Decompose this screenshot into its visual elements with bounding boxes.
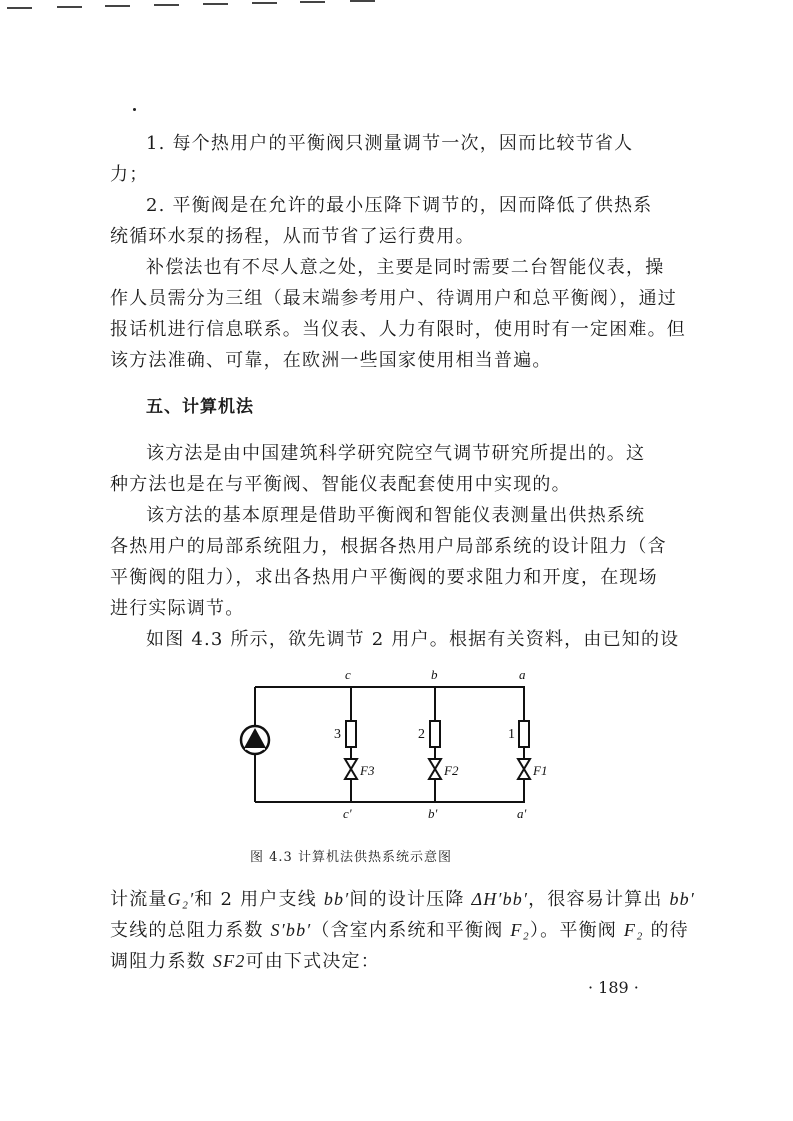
- header-dash: [203, 3, 228, 5]
- supply-pipe: [255, 687, 524, 765]
- page-number: · 189 ·: [588, 978, 639, 997]
- text-run: 间的设计压降: [349, 889, 472, 910]
- paragraph-after-figure: [110, 884, 696, 977]
- text-line: [110, 946, 692, 977]
- node-c-prime: c': [343, 806, 352, 821]
- header-dash: [7, 7, 32, 9]
- text-run: （含室内系统和平衡阀: [311, 920, 511, 941]
- text-run: 支线的总阻力系数: [110, 920, 271, 941]
- text-line: [110, 915, 692, 946]
- user-label-2: 2: [418, 727, 425, 742]
- paragraph-intro: [110, 438, 692, 500]
- valve-label-f3: F3: [360, 763, 375, 778]
- text-run: 调阻力系数: [110, 951, 213, 972]
- text-line: [110, 884, 696, 915]
- header-dash: [300, 1, 325, 3]
- text-line: 进行实际调节。: [110, 598, 245, 619]
- node-a-prime: a': [517, 806, 527, 821]
- text-run: ）。平衡阀: [529, 920, 624, 941]
- math-g2: G₂′: [167, 889, 195, 909]
- text-line: 平衡阀的阻力），求出各热用户平衡阀的要求阻力和开度，在现场: [110, 567, 658, 588]
- node-b: b: [431, 667, 438, 682]
- header-dash: [252, 2, 277, 4]
- text-run: 可由下式决定：: [245, 951, 380, 972]
- text-line: 如图 4.3 所示，欲先调节 2 用户。根据有关资料，由已知的设: [146, 629, 680, 650]
- text-line: 统循环水泵的扬程，从而节省了运行费用。: [110, 226, 475, 247]
- scan-speck: [133, 108, 136, 111]
- node-a: a: [519, 667, 526, 682]
- valve-f1-icon: [518, 759, 530, 779]
- math-bb: bb′: [669, 889, 696, 909]
- paragraph-principle: [110, 500, 692, 624]
- header-dash: [57, 6, 82, 8]
- text-line: 该方法的基本原理是借助平衡阀和智能仪表测量出供热系统: [146, 505, 646, 526]
- user-label-3: 3: [334, 727, 341, 742]
- header-dash: [105, 5, 130, 7]
- text-line: 各热用户的局部系统阻力，根据各热用户局部系统的设计阻力（含: [110, 536, 667, 557]
- node-b-prime: b': [428, 806, 438, 821]
- text-line: 报话机进行信息联系。当仪表、人力有限时，使用时有一定困难。但: [110, 319, 686, 340]
- valve-f2-icon: [429, 759, 441, 779]
- text-line: 该方法是由中国建筑科学研究院空气调节研究所提出的。这: [146, 443, 646, 464]
- text-line: 作人员需分为三组（最末端参考用户、待调用户和总平衡阀），通过: [110, 288, 677, 309]
- heating-system-diagram: [225, 665, 565, 830]
- node-c: c: [345, 667, 351, 682]
- math-f2: F₂: [510, 920, 530, 940]
- text-run: 和 2 用户支线: [194, 889, 324, 910]
- math-f2: F₂: [623, 920, 644, 940]
- paragraph-compensation: [110, 252, 692, 376]
- valve-label-f1: F1: [533, 763, 548, 778]
- paragraph-item-2: [110, 190, 692, 252]
- text-line: 种方法也是在与平衡阀、智能仪表配套使用中实现的。: [110, 474, 571, 495]
- text-run: ，很容易计算出: [528, 889, 670, 910]
- math-bb: bb′: [323, 889, 350, 909]
- text-run: 计流量: [110, 889, 168, 910]
- valve-label-f2: F2: [444, 763, 459, 778]
- header-dash: [350, 0, 375, 2]
- math-s-bb: S′bb′: [270, 920, 312, 940]
- text-run: 的待: [643, 920, 689, 941]
- valve-f3-icon: [345, 759, 357, 779]
- return-pipe: [255, 780, 524, 802]
- text-line: 该方法准确、可靠，在欧洲一些国家使用相当普遍。: [110, 350, 552, 371]
- heat-user-3: [346, 721, 356, 747]
- paragraph-item-1: [110, 128, 692, 190]
- paragraph-figure-ref: [110, 624, 692, 655]
- user-label-1: 1: [508, 727, 515, 742]
- figure-caption: 图 4.3 计算机法供热系统示意图: [250, 850, 452, 865]
- section-heading: 五、计算机法: [146, 397, 254, 417]
- header-dash: [154, 4, 179, 6]
- text-line: 力；: [110, 164, 149, 185]
- heat-user-2: [430, 721, 440, 747]
- text-line: 2. 平衡阀是在允许的最小压降下调节的，因而降低了供热系: [146, 195, 653, 216]
- text-line: 1. 每个热用户的平衡阀只测量调节一次，因而比较节省人: [146, 133, 634, 154]
- heat-user-1: [519, 721, 529, 747]
- text-line: 补偿法也有不尽人意之处，主要是同时需要二台智能仪表，操: [146, 257, 665, 278]
- math-delta-h: ΔH′bb′: [471, 889, 529, 909]
- math-s-f2: SF2: [212, 951, 246, 971]
